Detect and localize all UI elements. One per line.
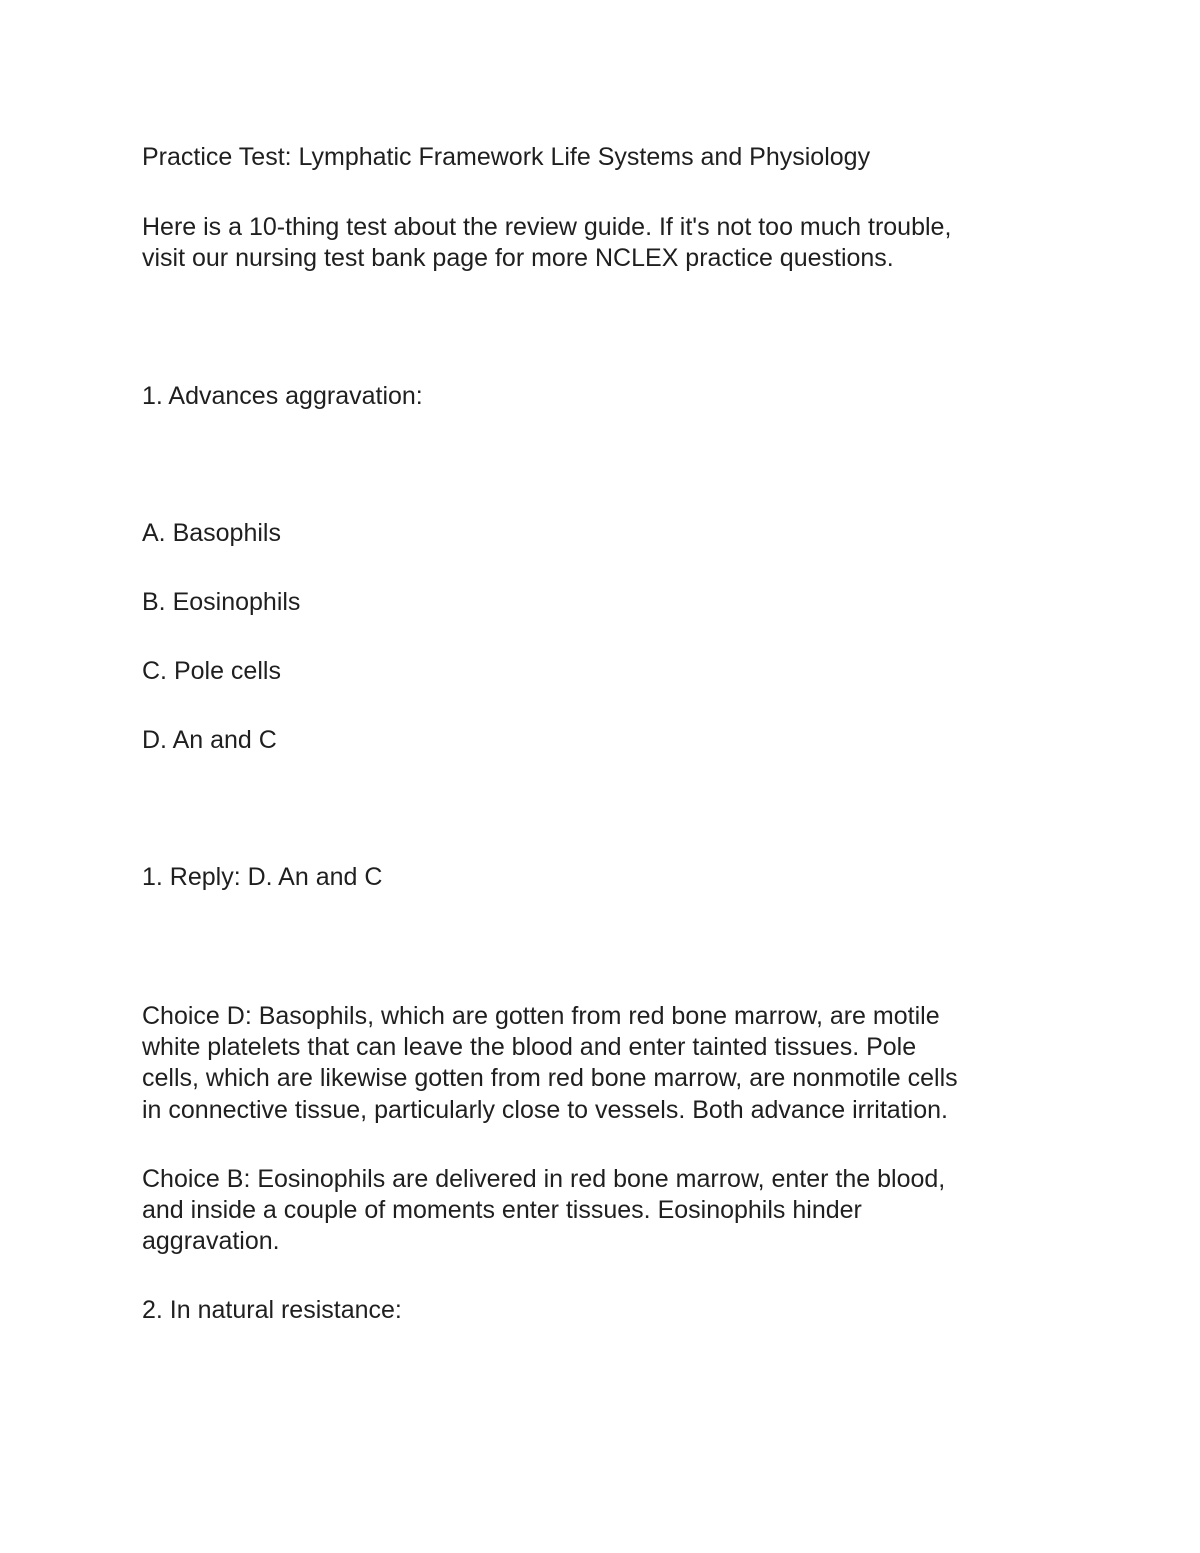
- answer-option-a: A. Basophils: [142, 519, 281, 547]
- rationale-line: cells, which are likewise gotten from red bone marrow, are nonmotile cells: [142, 1064, 958, 1092]
- rationale-line: Choice D: Basophils, which are gotten from red bone marrow, are motile: [142, 1002, 940, 1030]
- answer-option-c: C. Pole cells: [142, 657, 281, 685]
- rationale-line: Choice B: Eosinophils are delivered in red bone marrow, enter the blood,: [142, 1165, 946, 1193]
- question-2-prompt: 2. In natural resistance:: [142, 1296, 402, 1324]
- intro-line: visit our nursing test bank page for more NCLEX practice questions.: [142, 244, 894, 272]
- question-prompt: 1. Advances aggravation:: [142, 382, 423, 410]
- answer-reply: 1. Reply: D. An and C: [142, 863, 383, 891]
- answer-option-b: B. Eosinophils: [142, 588, 301, 616]
- answer-option-d: D. An and C: [142, 726, 277, 754]
- document-title: Practice Test: Lymphatic Framework Life Systems and Physiology: [142, 143, 871, 171]
- intro-line: Here is a 10-thing test about the review guide. If it's not too much trouble,: [142, 213, 952, 241]
- rationale-line: and inside a couple of moments enter tissues. Eosinophils hinder: [142, 1196, 862, 1224]
- rationale-line: white platelets that can leave the blood and enter tainted tissues. Pole: [142, 1033, 917, 1061]
- rationale-line: aggravation.: [142, 1227, 280, 1255]
- rationale-line: in connective tissue, particularly close to vessels. Both advance irritation.: [142, 1096, 948, 1124]
